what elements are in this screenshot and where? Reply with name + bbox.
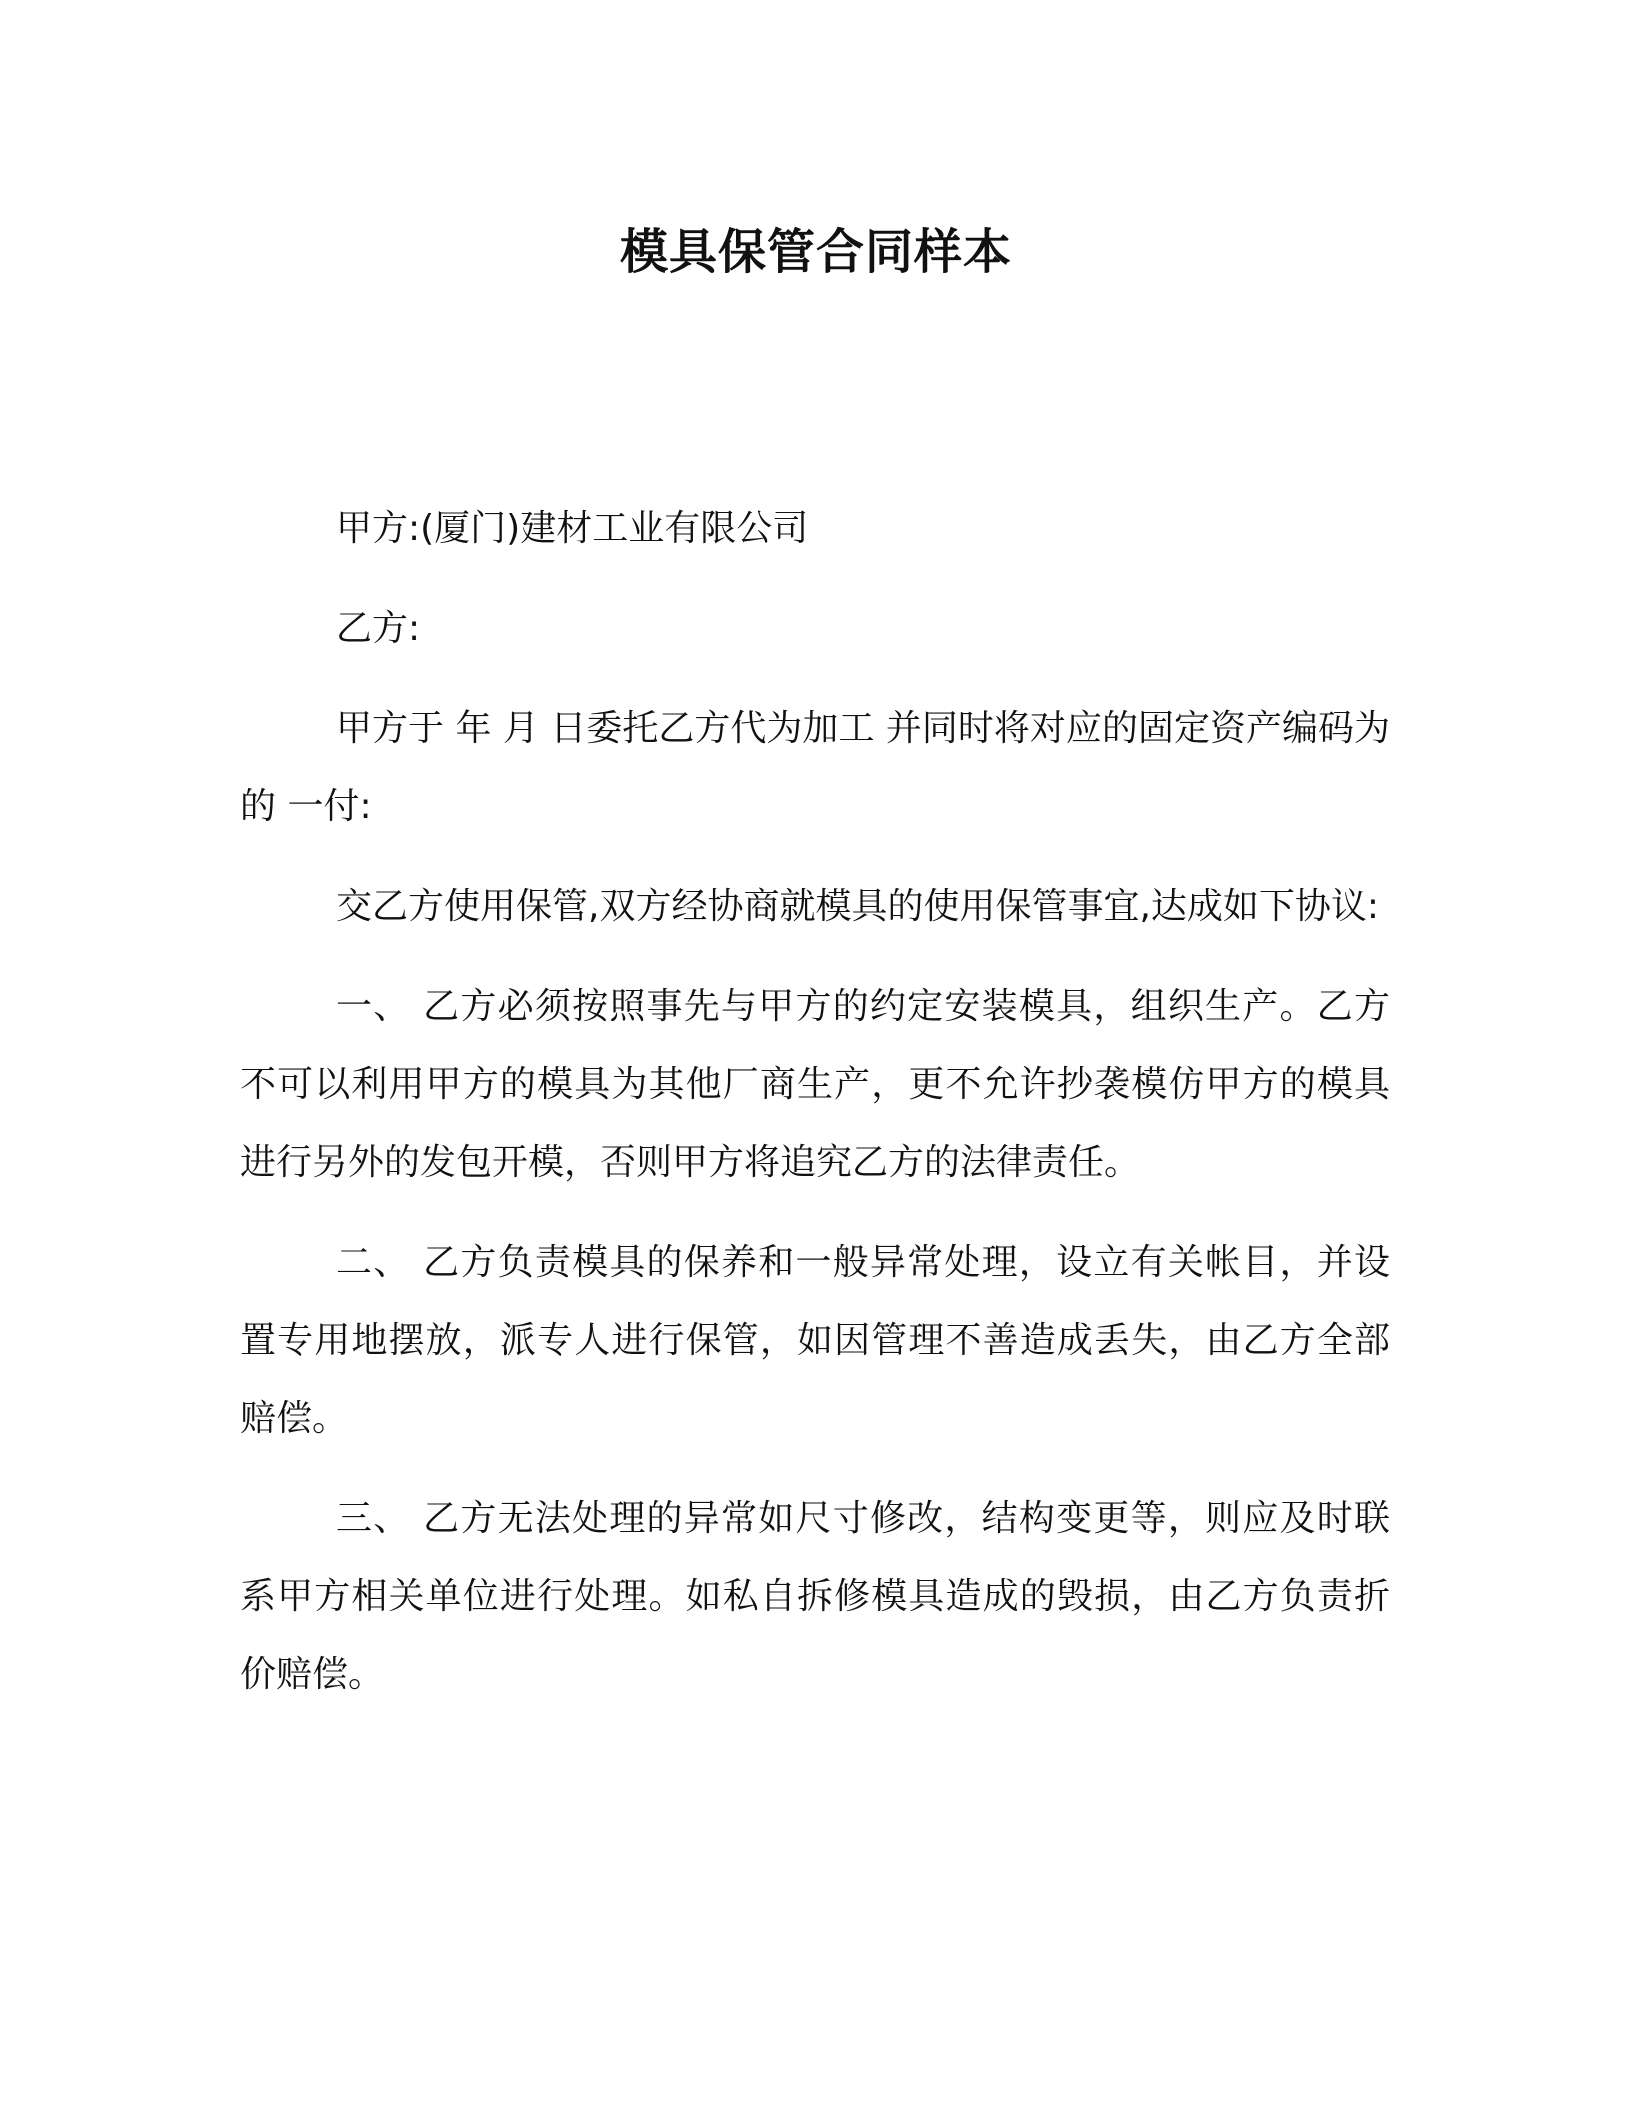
party-b-line: 乙方: bbox=[336, 608, 421, 649]
clause-1: 一、 乙方必须按照事先与甲方的约定安装模具，组织生产。乙方不可以利用甲方的模具为其他厂商生产，更不允许抄袭模仿甲方的模具进行另外的发包开模，否则甲方将追究乙方的法律责任。 bbox=[240, 986, 1390, 1183]
clause-2: 二、 乙方负责模具的保养和一般异常处理，设立有关帐目，并设置专用地摆放，派专人进行保管，如因管理不善造成丢失，由乙方全部赔偿。 bbox=[240, 1242, 1390, 1439]
intro-paragraph-2: 交乙方使用保管,双方经协商就模具的使用保管事宜,达成如下协议: bbox=[336, 886, 1380, 927]
party-a-line: 甲方:(厦门)建材工业有限公司 bbox=[336, 508, 809, 549]
intro-paragraph-1: 甲方于 年 月 日委托乙方代为加工 并同时将对应的固定资产编码为 的 一付: bbox=[240, 708, 1390, 827]
clause-3: 三、 乙方无法处理的异常如尺寸修改，结构变更等，则应及时联系甲方相关单位进行处理。如私自拆修模具造成的毁损，由乙方负责折价赔偿。 bbox=[240, 1498, 1390, 1695]
document-body bbox=[240, 490, 1390, 1736]
document-title: 模具保管合同样本 bbox=[619, 224, 1012, 280]
